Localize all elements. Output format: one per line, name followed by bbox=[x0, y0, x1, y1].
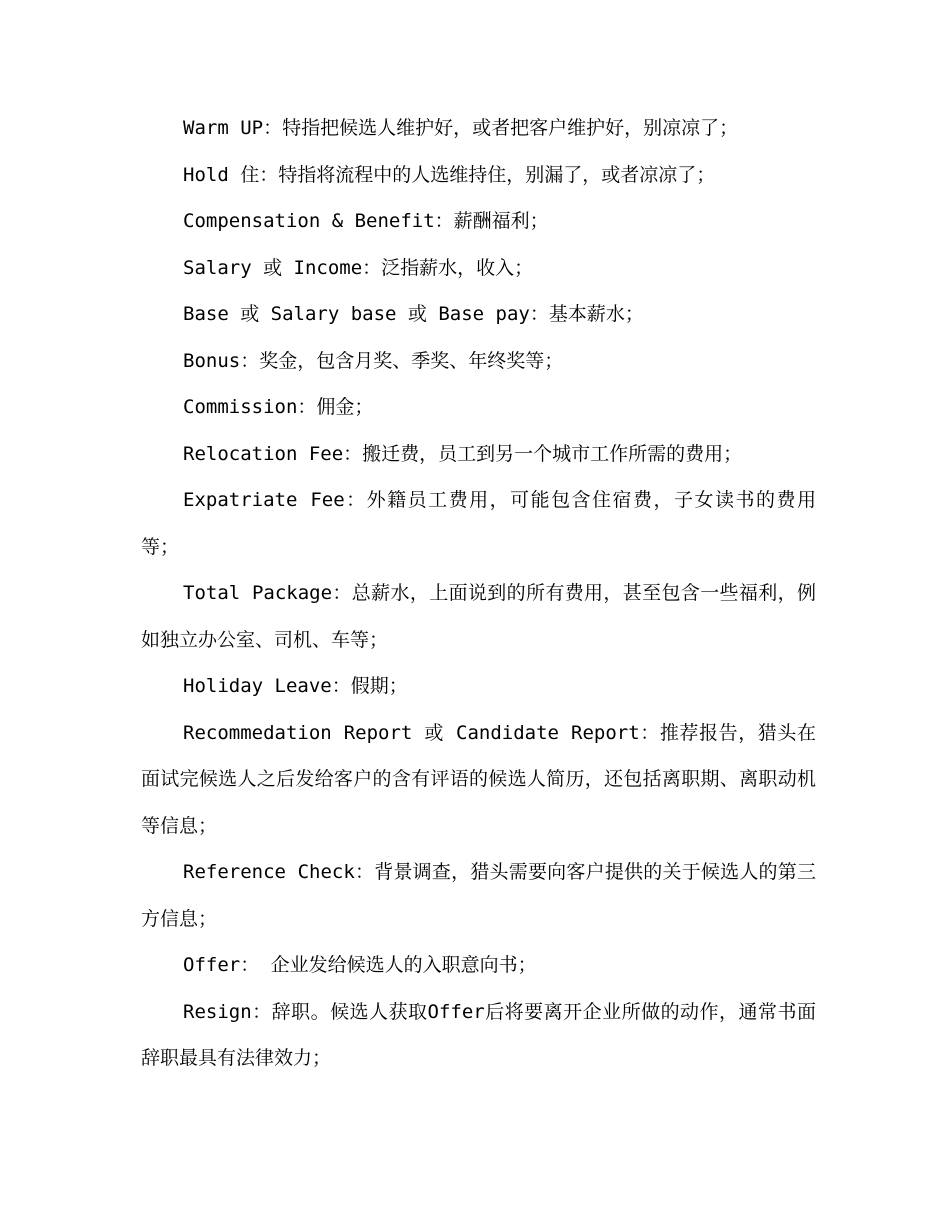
glossary-entry-compensation-benefit: Compensation & Benefit：薪酬福利； bbox=[183, 210, 549, 232]
glossary-body bbox=[141, 105, 816, 1082]
glossary-entry-holiday-leave: Holiday Leave：假期； bbox=[183, 675, 408, 697]
glossary-entry-resign: Resign：辞职。候选人获取Offer后将要离开企业所做的动作，通常书面辞职最具有法律效力； bbox=[141, 1000, 816, 1069]
glossary-entry-warm-up: Warm UP：特指把候选人维护好，或者把客户维护好，别凉凉了； bbox=[183, 117, 739, 139]
glossary-entry-hold: Hold 住：特指将流程中的人选维持住，别漏了，或者凉凉了； bbox=[183, 163, 716, 186]
glossary-entry-recommendation-report: Recommedation Report 或 Candidate Report：推荐报告，猎头在面试完候选人之后发给客户的含有评语的候选人简历，还包括离职期、离职动机等信息； bbox=[141, 721, 816, 837]
glossary-entry-commission: Commission：佣金； bbox=[183, 396, 374, 418]
glossary-entry-expatriate-fee: Expatriate Fee：外籍员工费用，可能包含住宿费，子女读书的费用等； bbox=[141, 489, 816, 558]
glossary-entry-total-package: Total Package：总薪水，上面说到的所有费用，甚至包含一些福利，例如独立办公室、司机、车等； bbox=[141, 582, 816, 651]
glossary-entry-reference-check: Reference Check：背景调查，猎头需要向客户提供的关于候选人的第三方信息； bbox=[141, 861, 816, 930]
glossary-entry-relocation-fee: Relocation Fee：搬迁费，员工到另一个城市工作所需的费用； bbox=[183, 442, 743, 465]
glossary-entry-bonus: Bonus：奖金，包含月奖、季奖、年终奖等； bbox=[183, 349, 564, 372]
glossary-entry-salary-income: Salary 或 Income：泛指薪水，收入； bbox=[183, 256, 534, 279]
glossary-entry-offer: Offer： 企业发给候选人的入职意向书； bbox=[183, 954, 537, 976]
glossary-entry-base-pay: Base 或 Salary base 或 Base pay：基本薪水； bbox=[183, 303, 644, 325]
